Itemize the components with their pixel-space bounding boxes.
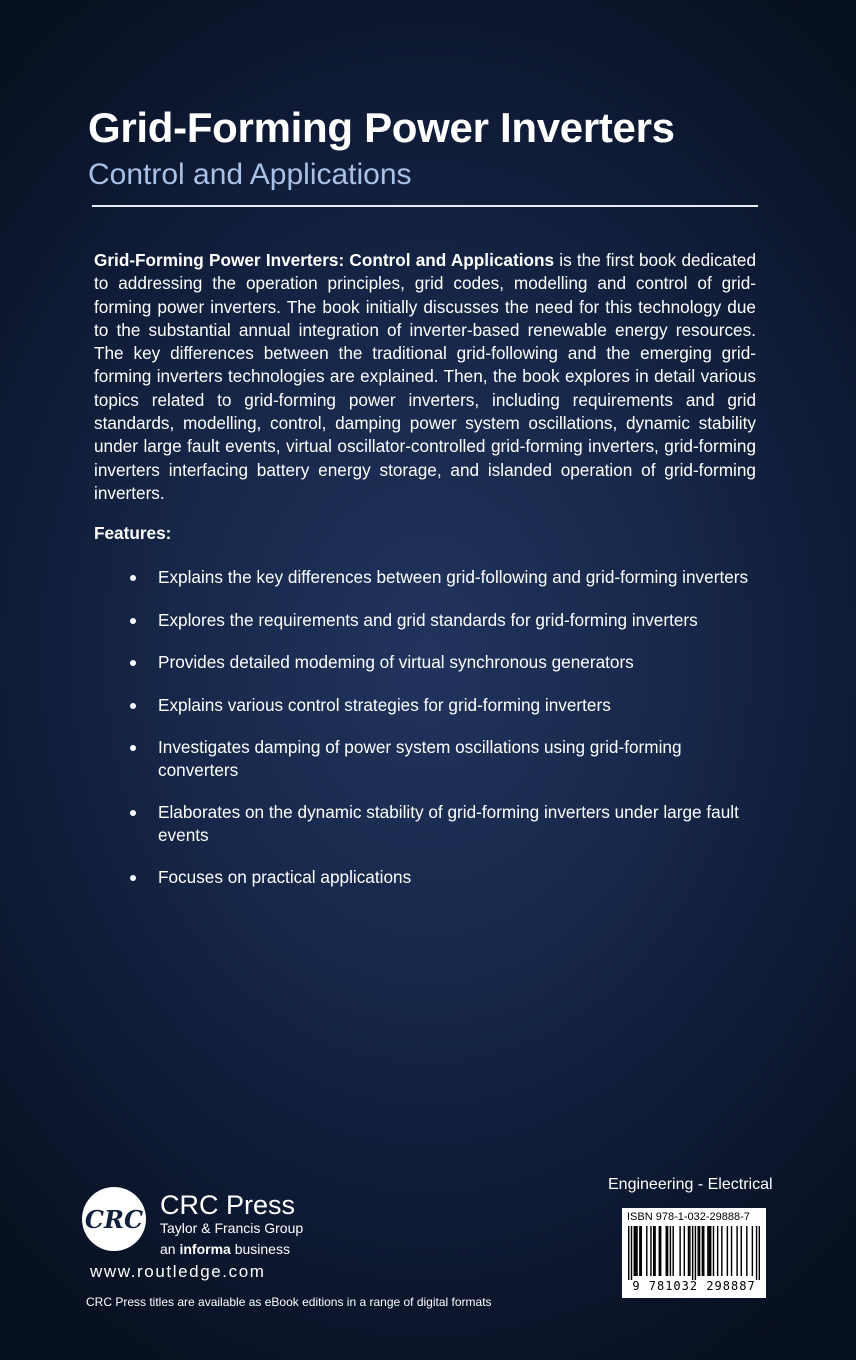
bullet-icon <box>130 660 136 666</box>
barcode-bar <box>646 1226 647 1276</box>
book-title: Grid-Forming Power Inverters <box>88 104 675 151</box>
barcode-bar <box>684 1226 685 1276</box>
business-suffix: business <box>230 1241 290 1257</box>
feature-text: Explores the requirements and grid standards for grid-forming inverters <box>158 609 698 630</box>
barcode-bar <box>667 1226 668 1276</box>
bullet-icon <box>130 875 136 881</box>
barcode-bar <box>713 1226 714 1276</box>
barcode-bar <box>631 1226 632 1280</box>
barcode-bar <box>670 1226 671 1276</box>
barcode-bar <box>634 1226 635 1276</box>
barcode-digits: 9 781032 298887 <box>632 1279 756 1293</box>
publisher-business <box>160 1241 290 1257</box>
barcode-bar <box>756 1226 757 1280</box>
isbn-barcode <box>622 1208 766 1298</box>
barcode-bar <box>650 1226 651 1276</box>
isbn-label: ISBN 978-1-032-29888-7 <box>627 1211 750 1223</box>
barcode-bar <box>699 1226 700 1276</box>
ebook-note: CRC Press titles are available as eBook editions in a range of digital formats <box>86 1295 492 1309</box>
barcode-bar <box>697 1226 698 1276</box>
bullet-icon <box>130 810 136 816</box>
barcode-bar <box>752 1226 753 1276</box>
bullet-icon <box>130 703 136 709</box>
website-link[interactable]: www.routledge.com <box>90 1262 266 1281</box>
barcode-bar <box>727 1226 728 1276</box>
barcode-bar <box>759 1226 760 1280</box>
barcode-bar <box>746 1226 747 1276</box>
business-brand: informa <box>179 1241 231 1257</box>
barcode-bar <box>703 1226 704 1276</box>
publisher-group: Taylor & Francis Group <box>160 1220 304 1236</box>
barcode-bar <box>641 1226 642 1276</box>
barcode-bar <box>654 1226 655 1276</box>
barcode-bar <box>702 1226 703 1276</box>
barcode-bar <box>717 1226 718 1276</box>
feature-item <box>130 609 760 632</box>
barcode-bar <box>672 1226 673 1276</box>
feature-item <box>130 651 760 674</box>
barcode-bar <box>688 1226 689 1276</box>
barcode-bar <box>659 1226 660 1276</box>
barcode-bar <box>731 1226 732 1276</box>
description-body: is the first book dedicated to addressing the operation principles, grid codes, modelling and control of grid-forming power inverters. The book initially discusses the need for this technology due to the substantial annual integration of inverter-based renewable energy resources. The key differences between the traditional grid-following and the emerging grid-forming inverters technologies are explained. Then, the book explores in detail various topics related to grid-forming power inverters, including requirements and grid standards, modelling, control, damping power system oscillations, dynamic stability under large fault events, virtual oscillator-controlled grid-forming inverters, grid-forming inverters interfacing battery energy storage, and islanded operation of grid-forming inverters. <box>94 250 756 503</box>
feature-item <box>130 801 760 846</box>
feature-item <box>130 866 760 889</box>
barcode-bar <box>692 1226 693 1280</box>
feature-text: Focuses on practical applications <box>158 867 412 887</box>
barcode-bar <box>707 1226 708 1276</box>
barcode-bar <box>628 1226 629 1280</box>
feature-text: Explains various control strategies for grid-forming inverters <box>158 694 611 715</box>
bullet-icon <box>130 745 136 751</box>
feature-item <box>130 566 760 589</box>
barcode-bar <box>736 1226 737 1276</box>
bullet-icon <box>130 618 136 624</box>
crc-logo <box>82 1187 146 1251</box>
crc-logo-text: CRC <box>84 1205 144 1234</box>
features-heading: Features: <box>94 523 172 543</box>
book-subtitle: Control and Applications <box>88 158 412 191</box>
feature-text: Investigates damping of power system oscillations using grid-forming converters <box>158 737 682 780</box>
barcode-icon <box>628 1226 760 1280</box>
feature-item <box>130 736 760 781</box>
barcode-bar <box>741 1226 742 1276</box>
barcode-bar <box>639 1226 640 1276</box>
barcode-bar <box>653 1226 654 1276</box>
description-lead: Grid-Forming Power Inverters: Control and Applications <box>94 250 555 270</box>
barcode-bar <box>679 1226 680 1276</box>
feature-text: Provides detailed modeming of virtual synchronous generators <box>158 652 634 672</box>
bullet-icon <box>130 575 136 581</box>
barcode-bar <box>709 1226 710 1276</box>
subject-category: Engineering - Electrical <box>608 1176 773 1193</box>
barcode-bar <box>721 1226 722 1276</box>
feature-item <box>130 694 760 717</box>
barcode-bar <box>689 1226 690 1276</box>
business-prefix: an <box>160 1241 180 1257</box>
barcode-bar <box>695 1226 696 1280</box>
barcode-bar <box>635 1226 636 1276</box>
barcode-bar <box>666 1226 667 1276</box>
feature-list <box>130 566 760 909</box>
feature-text: Elaborates on the dynamic stability of grid-forming inverters under large fault events <box>158 802 739 845</box>
publisher-name: CRC Press <box>160 1190 296 1220</box>
barcode-bar <box>660 1226 661 1276</box>
book-description <box>94 249 756 505</box>
barcode-bar <box>710 1226 711 1276</box>
feature-text: Explains the key differences between grid-following and grid-forming inverters <box>158 567 749 587</box>
barcode-bar <box>636 1226 637 1276</box>
title-divider <box>92 205 758 207</box>
